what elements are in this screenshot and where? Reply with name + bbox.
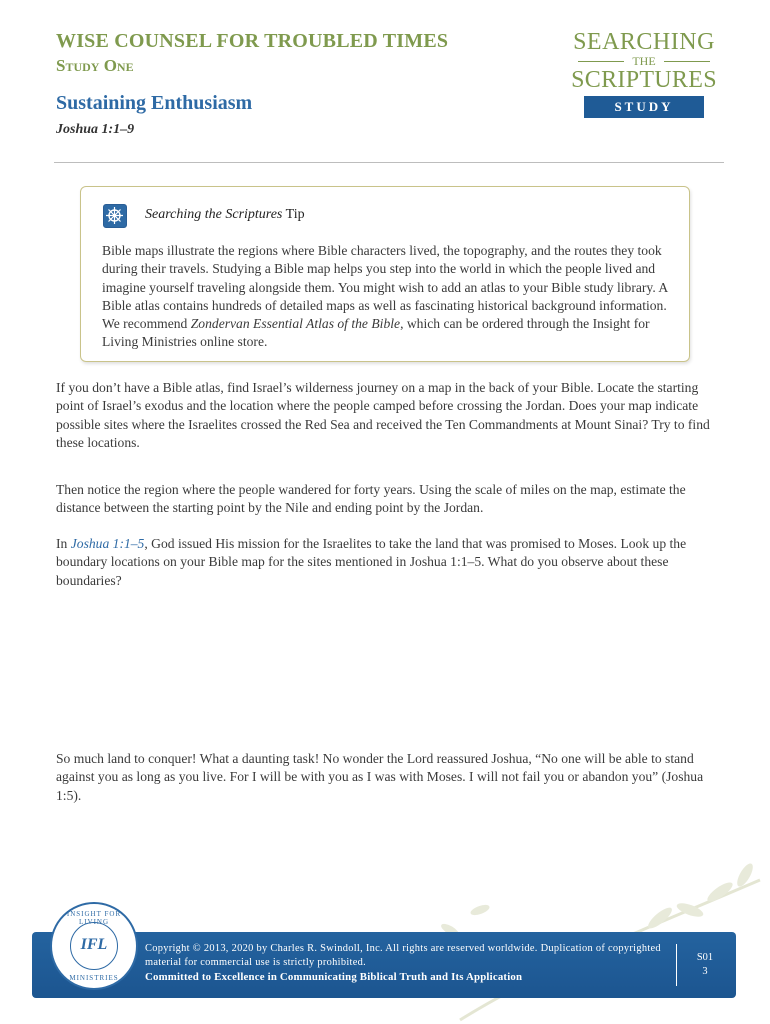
paragraph-wandering: Then notice the region where the people wandered for forty years. Using the scale of miles on the map, estimate the distance between the starting point by the Nile and ending point by the Jordan. bbox=[56, 482, 686, 516]
tip-heading-word: Tip bbox=[282, 207, 305, 222]
lesson-title: Sustaining Enthusiasm bbox=[56, 92, 253, 114]
paragraph-mission-prefix: In bbox=[56, 536, 71, 551]
study-number: Study One bbox=[56, 56, 134, 75]
insight-for-living-seal bbox=[50, 902, 138, 990]
scripture-link[interactable]: Joshua 1:1–5 bbox=[70, 536, 145, 551]
study-code: S01 bbox=[696, 952, 714, 963]
paragraph-mission-rest: , God issued His mission for the Israelites to take the land that was promised to Moses. Look up the boundary locations on your Bible map for the sites mentioned in Joshua 1:1–5. What do you observe about these boundaries? bbox=[56, 536, 687, 588]
series-title: WISE COUNSEL FOR TROUBLED TIMES bbox=[56, 30, 449, 52]
footer-divider bbox=[676, 944, 677, 986]
ship-wheel-icon bbox=[103, 204, 127, 228]
footer-tagline: Committed to Excellence in Communicating Biblical Truth and Its Application bbox=[145, 971, 523, 983]
seal-inner-ring bbox=[70, 922, 118, 970]
tip-body-book-title: Zondervan Essential Atlas of the Bible bbox=[190, 316, 401, 332]
copyright-notice: Copyright © 2013, 2020 by Charles R. Swindoll, Inc. All rights are reserved worldwide. Duplication of copyrighted material for commercial use is strictly prohibited. bbox=[145, 943, 661, 968]
seal-monogram: IFL bbox=[80, 936, 108, 953]
header-divider bbox=[54, 162, 724, 163]
logo-line-scriptures: SCRIPTURES bbox=[571, 67, 717, 93]
page-code bbox=[688, 951, 722, 979]
logo-line-searching: SEARCHING bbox=[573, 29, 715, 55]
tip-box bbox=[80, 186, 690, 362]
tip-body bbox=[102, 242, 672, 352]
tip-heading-title: Searching the Scriptures bbox=[145, 207, 283, 222]
paragraph-atlas: If you don’t have a Bible atlas, find Israel’s wilderness journey on a map in the back of your Bible. Locate the starting point of Israel’s exodus and the location where the people camped before crossing the Jordan. Does your map indicate possible sites where the Israelites crossed the Red Sea and received the Ten Commandments at Mount Sinai? Try to find these locations. bbox=[56, 380, 710, 450]
seal-bottom-text: MINISTRIES bbox=[69, 974, 119, 982]
tip-body-end: , which can be ordered through the Insight for Living Ministries online store. bbox=[102, 316, 650, 350]
paragraph-conquer: So much land to conquer! What a daunting task! No wonder the Lord reassured Joshua, “No one will be able to stand against you as long as you live. For I will be with you as I was with Moses. I will not fail you or abandon you” (Joshua 1:5). bbox=[56, 751, 704, 803]
tip-body-start: Bible maps illustrate the regions where Bible characters lived, the topography, and the routes they took during their travels. Studying a Bible map helps you step into the world in which the people lived and imagine yourself traveling alongside them. You might wish to add an atlas to your Bible study library. A Bible atlas contains hundreds of detailed maps as well as fascinating historical background information. We recommend bbox=[102, 243, 668, 332]
tip-heading bbox=[145, 207, 305, 223]
logo-line-the: THE bbox=[566, 55, 722, 67]
searching-the-scriptures-logo bbox=[566, 30, 722, 118]
lesson-passage: Joshua 1:1–9 bbox=[56, 122, 135, 137]
paragraph-mission bbox=[56, 535, 712, 590]
page-number: 3 bbox=[702, 966, 708, 977]
logo-study-badge: STUDY bbox=[584, 96, 704, 118]
seal-top-text: INSIGHT FOR LIVING bbox=[66, 910, 122, 926]
